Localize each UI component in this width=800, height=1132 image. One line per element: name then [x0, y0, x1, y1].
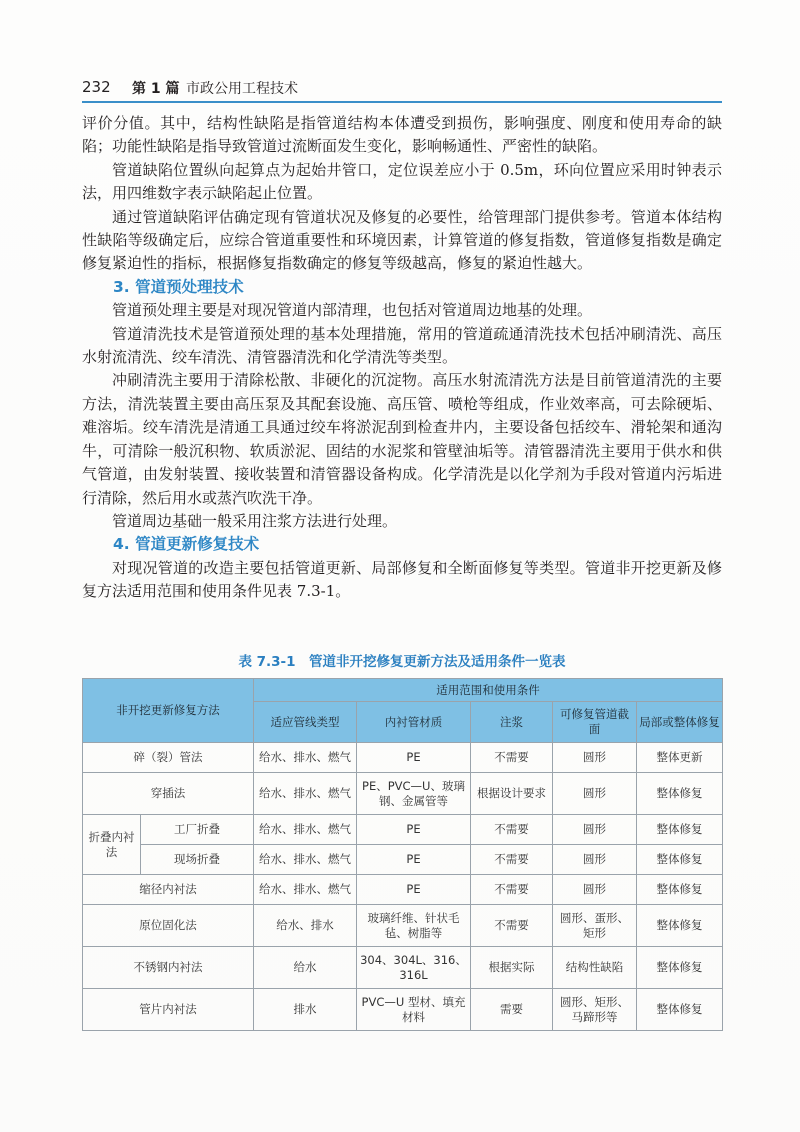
cell-liner: PE	[357, 845, 471, 875]
paragraph: 评价分值。其中，结构性缺陷是指管道结构本体遭受到损伤，影响强度、刚度和使用寿命的缺陷；功能性缺陷是指导致管道过流断面发生变化，影响畅通性、严密性的缺陷。	[82, 114, 722, 156]
cell-liner: PE	[357, 875, 471, 905]
cell-section: 圆形、蛋形、矩形	[553, 905, 637, 947]
cell-pipeline: 给水、排水、燃气	[254, 845, 357, 875]
cell-liner: PE	[357, 815, 471, 845]
cell-method: 穿插法	[83, 773, 254, 815]
cell-method: 碎（裂）管法	[83, 743, 254, 773]
cell-pipeline: 给水、排水、燃气	[254, 743, 357, 773]
paragraph: 管道清洗技术是管道预处理的基本处理措施，常用的管道疏通清洗技术包括冲刷清洗、高压水射流清洗、绞车清洗、清管器清洗和化学清洗等类型。	[82, 324, 722, 367]
cell-local: 整体修复	[637, 845, 723, 875]
cell-method: 工厂折叠	[141, 815, 254, 845]
cell-local: 整体修复	[637, 905, 723, 947]
cell-section: 圆形	[553, 743, 637, 773]
header-method: 非开挖更新修复方法	[83, 679, 254, 743]
cell-local: 整体修复	[637, 947, 723, 989]
paragraph: 对现况管道的改造主要包括管道更新、局部修复和全断面修复等类型。管道非开挖更新及修复方法适用范围和使用条件见表 7.3-1。	[82, 558, 722, 601]
cell-method: 缩径内衬法	[83, 875, 254, 905]
running-header	[82, 78, 722, 100]
paragraph: 通过管道缺陷评估确定现有管道状况及修复的必要性，给管理部门提供参考。管道本体结构性缺陷等级确定后，应综合管道重要性和环境因素，计算管道的修复指数，管道修复指数是确定修复紧迫性的指标，根据修复指数确定的修复等级越高，修复的紧迫性越大。	[82, 207, 722, 273]
paragraph: 管道周边基础一般采用注浆方法进行处理。	[112, 511, 398, 530]
cell-section: 圆形	[553, 845, 637, 875]
page-number: 232	[82, 78, 111, 96]
methods-table	[82, 678, 723, 1031]
cell-liner: PE	[357, 743, 471, 773]
cell-method: 原位固化法	[83, 905, 254, 947]
cell-local: 整体修复	[637, 773, 723, 815]
chapter-title: 市政公用工程技术	[186, 81, 298, 97]
table-row	[83, 875, 723, 905]
cell-grouting: 根据实际	[471, 947, 553, 989]
header-liner: 内衬管材质	[357, 702, 471, 743]
paragraph: 管道缺陷位置纵向起算点为起始井管口，定位误差应小于 0.5m，环向位置应采用时钟表示法，用四维数字表示缺陷起止位置。	[82, 160, 722, 203]
table-row	[83, 815, 723, 845]
table-row	[83, 989, 723, 1031]
table-row	[83, 743, 723, 773]
table-row	[83, 947, 723, 989]
cell-method: 不锈钢内衬法	[83, 947, 254, 989]
cell-local: 整体修复	[637, 815, 723, 845]
paragraph: 管道预处理主要是对现况管道内部清理，也包括对管道周边地基的处理。	[112, 301, 593, 320]
cell-pipeline: 给水、排水、燃气	[254, 773, 357, 815]
cell-liner: PVC—U 型材、填充材料	[357, 989, 471, 1031]
cell-liner: PE、PVC—U、玻璃钢、金属管等	[357, 773, 471, 815]
header-grouting: 注浆	[471, 702, 553, 743]
cell-grouting: 需要	[471, 989, 553, 1031]
table-row	[83, 905, 723, 947]
header-rule	[82, 101, 722, 103]
cell-grouting: 不需要	[471, 845, 553, 875]
header-local: 局部或整体修复	[637, 702, 723, 743]
cell-section: 结构性缺陷	[553, 947, 637, 989]
cell-pipeline: 给水	[254, 947, 357, 989]
cell-section: 圆形、矩形、马蹄形等	[553, 989, 637, 1031]
cell-grouting: 不需要	[471, 743, 553, 773]
header-scope: 适用范围和使用条件	[254, 679, 723, 702]
cell-local: 整体修复	[637, 989, 723, 1031]
cell-pipeline: 给水、排水、燃气	[254, 815, 357, 845]
section-heading: 3. 管道预处理技术	[113, 277, 244, 296]
table-row	[83, 845, 723, 875]
body-text	[82, 112, 722, 604]
cell-pipeline: 排水	[254, 989, 357, 1031]
cell-section: 圆形	[553, 815, 637, 845]
cell-liner: 玻璃纤维、针状毛毡、树脂等	[357, 905, 471, 947]
header-section: 可修复管道截面	[553, 702, 637, 743]
section-heading: 4. 管道更新修复技术	[113, 535, 260, 554]
cell-grouting: 不需要	[471, 815, 553, 845]
cell-group: 折叠内衬法	[83, 815, 141, 875]
table-row	[83, 773, 723, 815]
cell-local: 整体修复	[637, 875, 723, 905]
part-label: 第 1 篇	[132, 81, 180, 97]
table-caption: 表 7.3-1 管道非开挖修复更新方法及适用条件一览表	[238, 654, 566, 670]
cell-pipeline: 给水、排水	[254, 905, 357, 947]
cell-grouting: 根据设计要求	[471, 773, 553, 815]
cell-liner: 304、304L、316、316L	[357, 947, 471, 989]
cell-section: 圆形	[553, 773, 637, 815]
header-pipeline: 适应管线类型	[254, 702, 357, 743]
cell-method: 现场折叠	[141, 845, 254, 875]
cell-grouting: 不需要	[471, 875, 553, 905]
cell-grouting: 不需要	[471, 905, 553, 947]
cell-section: 圆形	[553, 875, 637, 905]
cell-method: 管片内衬法	[83, 989, 254, 1031]
paragraph: 冲刷清洗主要用于清除松散、非硬化的沉淀物。高压水射流清洗方法是目前管道清洗的主要方法，清洗装置主要由高压泵及其配套设施、高压管、喷枪等组成，作业效率高，可去除硬垢、难溶垢。绞车清洗是清通工具通过绞车将淤泥刮到检查井内，主要设备包括绞车、滑轮架和通沟牛，可清除一般沉积物、软质淤泥、固结的水泥浆和管壁油垢等。清管器清洗主要用于供水和供气管道，由发射装置、接收装置和清管器设备构成。化学清洗是以化学剂为手段对管道内污垢进行清除，然后用水或蒸汽吹洗干净。	[82, 371, 722, 507]
cell-pipeline: 给水、排水、燃气	[254, 875, 357, 905]
cell-local: 整体更新	[637, 743, 723, 773]
